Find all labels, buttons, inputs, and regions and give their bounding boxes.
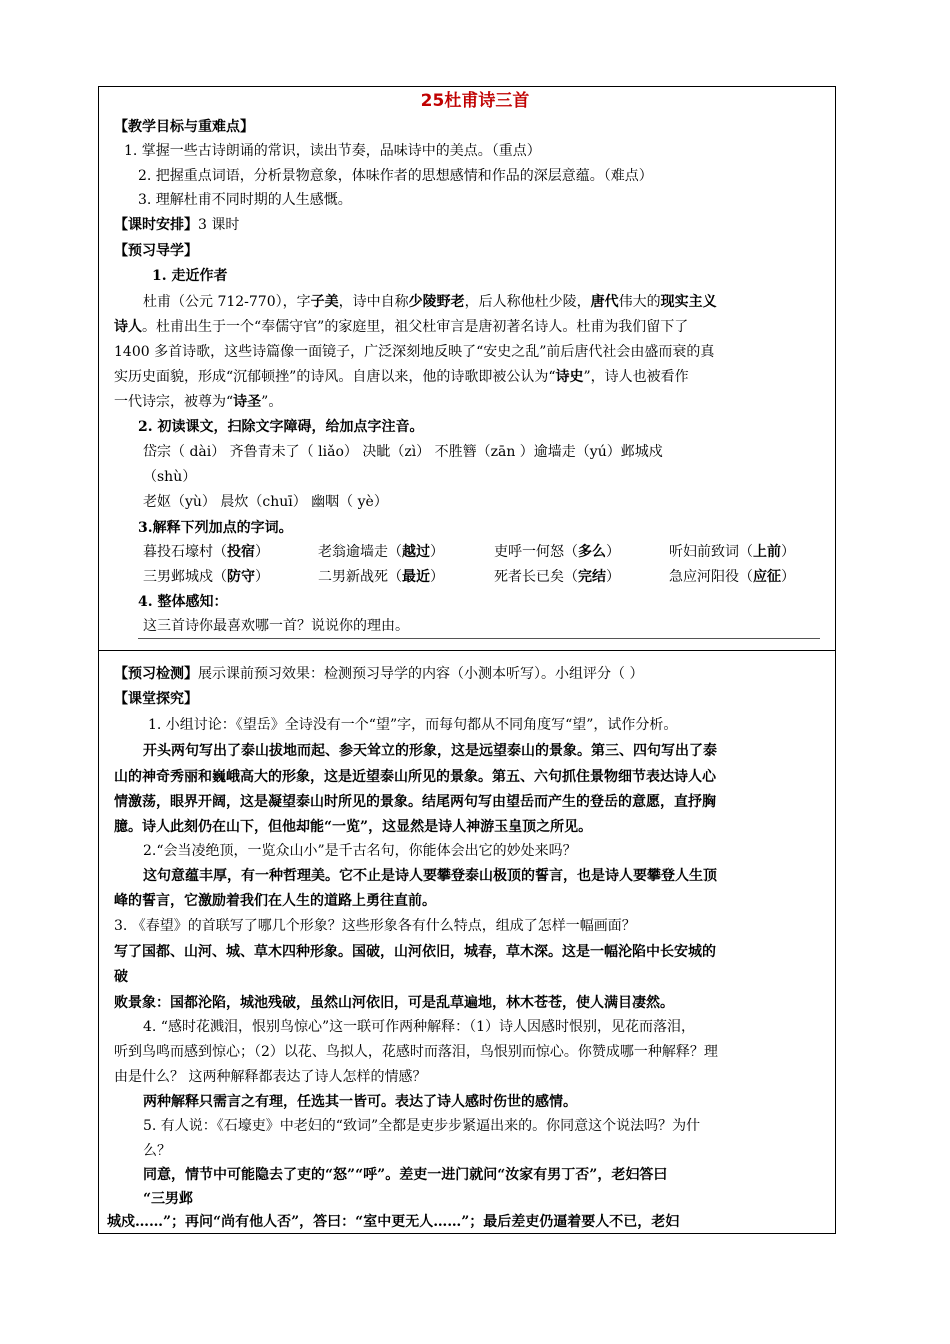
check-text: 展示课前预习效果：检测预习导学的内容（小测本听写）。小组评分（ ）: [198, 666, 644, 682]
word-7: [494, 568, 620, 586]
bio-bold: 诗圣: [233, 394, 262, 410]
heading-schedule: 【课时安排】: [114, 217, 198, 233]
bio-text: ，后人称他杜少陵，: [464, 294, 591, 310]
document-frame: [98, 86, 836, 1234]
explore-q2: 2.“会当凌绝顶，一览众山小”是千古名句，你能体会出它的妙处来吗？: [143, 843, 577, 859]
bio-bold: 唐代: [590, 294, 619, 310]
word-text: ）: [606, 544, 620, 560]
word-1: [143, 543, 269, 561]
word-4: [669, 543, 795, 561]
word-text: ）: [430, 544, 444, 560]
check-line: [114, 665, 643, 683]
answer-2-line-1: 这句意蕴丰厚，有一种哲理美。它不止是诗人要攀登泰山极顶的誓言，也是诗人要攀登人生顶: [143, 868, 717, 884]
word-text: 听妇前致词（: [669, 544, 753, 560]
answer-3-line-1: 写了国都、山河、城、草木四种形象。国破，山河依旧，城春，草木深。这是一幅沦陷中长安城的: [114, 944, 716, 960]
explore-q4-line-3: 由是什么？ 这两种解释都表达了诗人怎样的情感？: [114, 1069, 427, 1085]
word-text: ）: [255, 544, 269, 560]
page-title: 25杜甫诗三首: [420, 91, 530, 111]
answer-1-line-4: 臆。诗人此刻仍在山下，但他却能“一览”，这显然是诗人神游玉皇顶之所见。: [114, 819, 593, 835]
word-answer: 最近: [402, 569, 430, 585]
pinyin-line-1: 岱宗（ dài） 齐鲁青未了（ liǎo） 决眦（zì） 不胜簪（zān ）逾墙走（yú）邺城戍: [143, 444, 663, 460]
word-text: 二男新战死（: [318, 569, 402, 585]
goal-2: 2. 把握重点词语，分析景物意象，体味作者的思想感情和作品的深层意蕴。（难点）: [138, 168, 653, 184]
word-5: [143, 568, 269, 586]
word-text: ）: [781, 569, 795, 585]
word-text: 三男邺城戍（: [143, 569, 227, 585]
bio-bold: 诗人: [114, 319, 142, 335]
heading-goals: 【教学目标与重难点】: [114, 119, 254, 135]
word-answer: 完结: [578, 569, 606, 585]
word-3: [494, 543, 620, 561]
word-text: 死者长已矣（: [494, 569, 578, 585]
bio-line-3: 1400 多首诗歌，这些诗篇像一面镜子，广泛深刻地反映了“安史之乱”前后唐代社会由盛而衰的真: [114, 344, 715, 360]
answer-2-line-2: 峰的誓言，它激励着我们在人生的道路上勇往直前。: [114, 893, 436, 909]
word-answer: 防守: [227, 569, 255, 585]
heading-explore: 【课堂探究】: [114, 691, 198, 707]
bio-line-5: [114, 393, 282, 411]
bio-text: ”。: [261, 394, 283, 410]
bio-text: 杜甫（公元 712-770），字: [143, 294, 311, 310]
bio-bold: 子美: [310, 294, 339, 310]
schedule-value: 3 课时: [198, 217, 240, 233]
bio-text: 。杜甫出生于一个“奉儒守官”的家庭里，祖父杜审言是唐初著名诗人。杜甫为我们留下了: [142, 319, 689, 335]
bio-line-2: [114, 318, 688, 336]
bio-text: 一代诗宗，被尊为“: [114, 394, 234, 410]
heading-preview: 【预习导学】: [114, 243, 198, 259]
bio-line-4: [114, 368, 689, 386]
word-text: ）: [255, 569, 269, 585]
bio-line-1: [143, 293, 717, 311]
word-2: [318, 543, 444, 561]
word-8: [669, 568, 795, 586]
word-answer: 应征: [753, 569, 781, 585]
bio-bold: 少陵野老: [408, 294, 465, 310]
goal-3: 3. 理解杜甫不同时期的人生感慨。: [138, 192, 352, 208]
preview-q3: 3.解释下列加点的字词。: [138, 520, 293, 536]
word-text: 老翁逾墙走（: [318, 544, 402, 560]
word-answer: 上前: [753, 544, 781, 560]
explore-q4-line-2: 听到鸟鸣而感到惊心；（2）以花、鸟拟人，花感时而落泪，鸟恨别而惊心。你赞成哪一种解释？理: [114, 1044, 718, 1060]
bio-text: ，诗中自称: [338, 294, 409, 310]
bio-bold: 现实主义: [660, 294, 717, 310]
bio-text: 实历史面貌，形成“沉郁顿挫”的诗风。自唐以来，他的诗歌即被公认为“: [114, 369, 556, 385]
answer-5-line-1: 同意，情节中可能隐去了吏的“怒”“呼”。差吏一进门就问“汝家有男丁否”，老妇答曰: [143, 1167, 668, 1183]
preview-q2: 2. 初读课文，扫除文字障碍，给加点字注音。: [138, 419, 424, 435]
answer-5-line-3: 城戍……”；再问“尚有他人否”，答曰：“室中更无人……”；最后差吏仍逼着要人不已，老妇: [107, 1214, 680, 1230]
goal-1: 1. 掌握一些古诗朗诵的常识，读出节奏，品味诗中的美点。（重点）: [124, 143, 541, 159]
answer-5-line-2: “三男邺: [143, 1191, 194, 1207]
preview-q4-text: 这三首诗你最喜欢哪一首？说说你的理由。: [143, 618, 409, 634]
explore-q3: 3. 《春望》的首联写了哪几个形象？这些形象各有什么特点，组成了怎样一幅画面？: [114, 918, 636, 934]
section-divider: [98, 650, 836, 651]
explore-q5-line-2: 么？: [143, 1143, 171, 1159]
bio-bold: 诗史: [555, 369, 584, 385]
word-text: 急应河阳役（: [669, 569, 753, 585]
word-answer: 多么: [578, 544, 606, 560]
answer-line: [138, 638, 820, 639]
word-text: ）: [781, 544, 795, 560]
answer-1-line-3: 情激荡，眼界开阔，这是凝望泰山时所见的景象。结尾两句写由望岳而产生的登岳的意愿，直抒胸: [114, 794, 716, 810]
preview-q1: 1. 走近作者: [152, 268, 228, 284]
bio-text: ”，诗人也被看作: [583, 369, 689, 385]
explore-q1: 1. 小组讨论：《望岳》全诗没有一个“望”字，而每句都从不同角度写“望”，试作分析。: [148, 717, 678, 733]
pinyin-line-3: 老妪（yù） 晨炊（chuī） 幽咽（ yè）: [143, 494, 388, 510]
explore-q4-line-1: 4. “感时花溅泪，恨别鸟惊心”这一联可作两种解释：（1）诗人因感时恨别，见花而落泪，: [143, 1019, 696, 1035]
word-text: 暮投石壕村（: [143, 544, 227, 560]
answer-3-line-2: 破: [114, 969, 128, 985]
word-answer: 投宿: [227, 544, 255, 560]
word-text: 吏呼一何怒（: [494, 544, 578, 560]
word-answer: 越过: [402, 544, 430, 560]
answer-1-line-2: 山的神奇秀丽和巍峨高大的形象，这是近望泰山所见的景象。第五、六句抓住景物细节表达诗人心: [114, 769, 716, 785]
word-text: ）: [606, 569, 620, 585]
word-6: [318, 568, 444, 586]
bio-text: 伟大的: [618, 294, 661, 310]
answer-3-line-3: 败景象：国都沦陷，城池残破，虽然山河依旧，可是乱草遍地，林木苍苍，使人满目凄然。: [114, 995, 674, 1011]
heading-check: 【预习检测】: [114, 666, 198, 682]
explore-q5-line-1: 5. 有人说：《石壕吏》中老妇的“致词”全都是吏步步紧逼出来的。你同意这个说法吗？为什: [143, 1118, 701, 1134]
preview-q4: 4. 整体感知：: [138, 594, 228, 610]
answer-1-line-1: 开头两句写出了泰山拔地而起、参天耸立的形象，这是远望泰山的景象。第三、四句写出了泰: [143, 743, 717, 759]
pinyin-line-2: （shù）: [143, 469, 197, 485]
schedule-line: [114, 216, 239, 234]
word-text: ）: [430, 569, 444, 585]
answer-4: 两种解释只需言之有理，任选其一皆可。表达了诗人感时伤世的感情。: [143, 1094, 577, 1110]
